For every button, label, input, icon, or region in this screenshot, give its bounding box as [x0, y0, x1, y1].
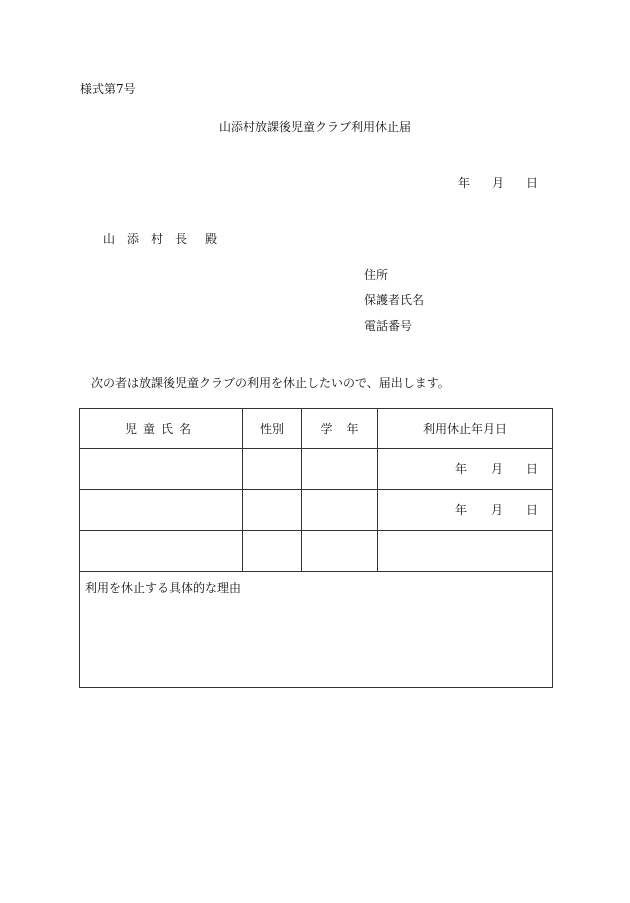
- child-name-cell[interactable]: [80, 490, 243, 531]
- addressee-char: 添: [127, 232, 140, 246]
- grade-cell[interactable]: [302, 531, 378, 572]
- document-title: 山添村放課後児童クラブ利用休止届: [218, 120, 411, 134]
- row-day-label: 日: [526, 462, 539, 476]
- guardian-name-label: 保護者氏名: [364, 293, 425, 307]
- addressee-char: 山: [103, 232, 116, 246]
- date-day-label: 日: [526, 176, 539, 190]
- reason-label: 利用を休止する具体的な理由: [85, 581, 242, 595]
- address-label: 住所: [364, 268, 389, 282]
- reason-row: [80, 572, 553, 688]
- addressee-honorific: 殿: [205, 232, 218, 246]
- reason-cell[interactable]: [80, 572, 553, 688]
- submission-date: [458, 176, 538, 190]
- addressee-char: 長: [175, 232, 188, 246]
- child-table: [79, 408, 553, 688]
- table-row: [80, 449, 553, 490]
- suspension-date-cell[interactable]: [378, 449, 553, 490]
- grade-cell[interactable]: [302, 490, 378, 531]
- header-grade: 学 年: [302, 409, 378, 449]
- child-name-cell[interactable]: [80, 531, 243, 572]
- row-month-label: 月: [491, 503, 504, 517]
- table-row: [80, 490, 553, 531]
- addressee: [103, 232, 217, 246]
- date-year-label: 年: [458, 176, 471, 190]
- row-day-label: 日: [526, 503, 539, 517]
- gender-cell[interactable]: [243, 449, 302, 490]
- grade-cell[interactable]: [302, 449, 378, 490]
- header-gender: 性別: [243, 409, 302, 449]
- header-child-name: 児童氏名: [80, 409, 243, 449]
- row-month-label: 月: [491, 462, 504, 476]
- gender-cell[interactable]: [243, 531, 302, 572]
- suspension-date-cell[interactable]: [378, 531, 553, 572]
- header-suspension-date: 利用休止年月日: [378, 409, 553, 449]
- row-year-label: 年: [455, 503, 468, 517]
- child-name-cell[interactable]: [80, 449, 243, 490]
- addressee-char: 村: [151, 232, 164, 246]
- row-year-label: 年: [455, 462, 468, 476]
- table-header-row: [80, 409, 553, 449]
- date-month-label: 月: [492, 176, 505, 190]
- phone-number-label: 電話番号: [364, 319, 413, 333]
- statement-text: 次の者は放課後児童クラブの利用を休止したいので、届出します。: [91, 376, 450, 390]
- form-number: 様式第7号: [80, 82, 136, 96]
- table-row: [80, 531, 553, 572]
- gender-cell[interactable]: [243, 490, 302, 531]
- suspension-date-cell[interactable]: [378, 490, 553, 531]
